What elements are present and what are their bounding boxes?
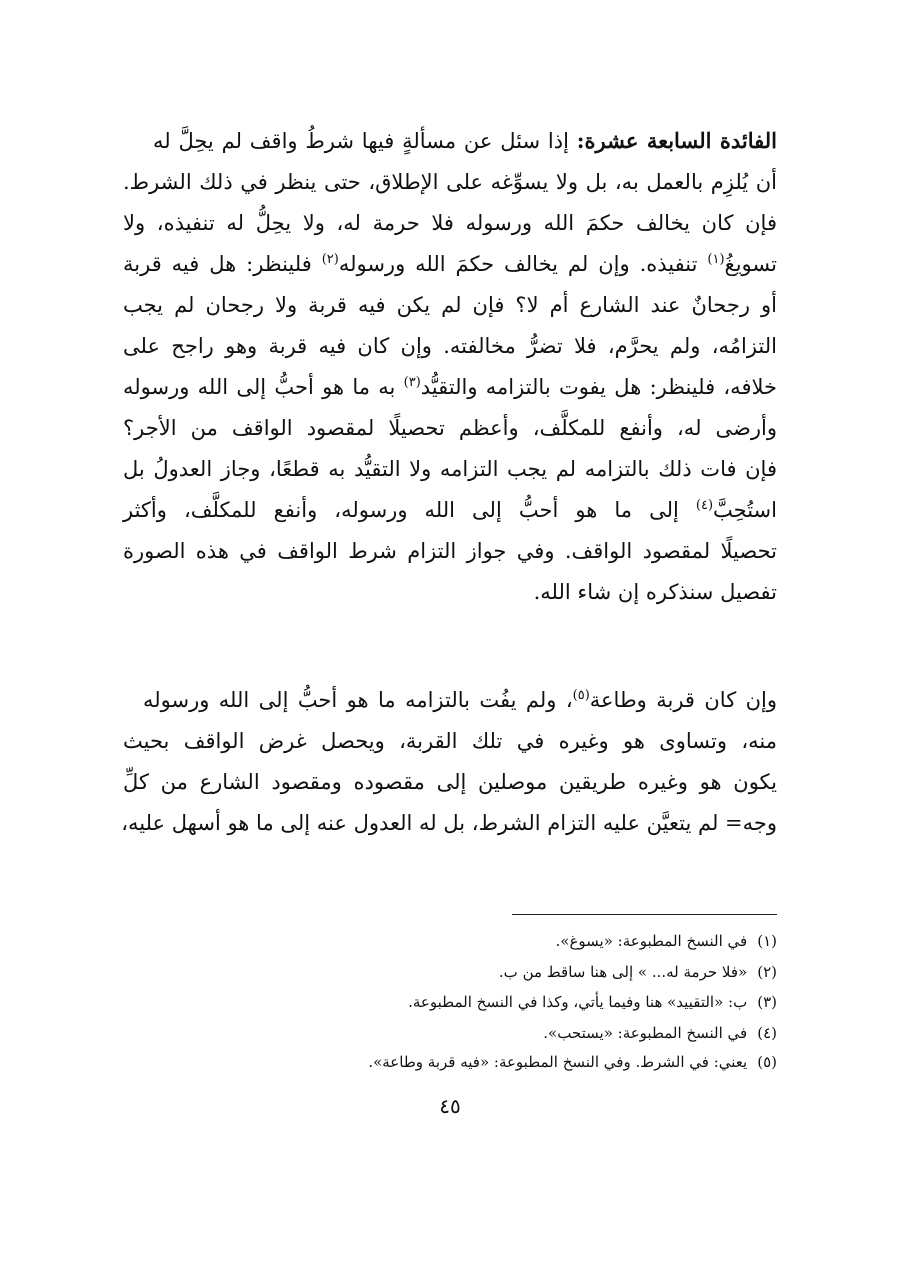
text-segment: منه، وتساوى هو وغيره في تلك القربة، ويحصل غرض الواقف بحيث: [123, 729, 777, 753]
footnote-number: (١): [757, 932, 777, 950]
text-line: [123, 454, 777, 484]
page-number: ٤٥: [439, 1094, 461, 1118]
text-segment: خلافه، فلينظر: هل يفوت بالتزامه والتقيُّد: [420, 375, 777, 399]
text-segment: التزامُه، ولم يحرَّم، فلا تضرُّ مخالفته. وإن كان فيه قربة وهو راجح على: [123, 334, 777, 358]
section-heading: الفائدة السابعة عشرة:: [576, 128, 778, 153]
text-line: [123, 413, 777, 443]
footnote-text: في النسخ المطبوعة: «يسوغ».: [555, 932, 748, 950]
footnote-number: (٥): [757, 1053, 777, 1071]
footnote-marker[interactable]: (٤): [695, 498, 714, 513]
footnote-text: ب: «التقييد» هنا وفيما يأتي، وكذا في النسخ المطبوعة.: [408, 993, 748, 1011]
text-segment: وأرضى له، وأنفع للمكلَّف، وأعظم تحصيلًا لمقصود الواقف من الأجر؟: [123, 416, 777, 440]
text-segment: تفصيل سنذكره إن شاء الله.: [533, 580, 777, 604]
text-segment: فلينظر: هل فيه قربة: [123, 252, 322, 276]
footnote-marker[interactable]: (١): [707, 252, 725, 267]
text-line: [123, 208, 777, 238]
text-segment: إلى ما هو أحبُّ إلى الله ورسوله، وأنفع للمكلَّف، وأكثر: [123, 498, 696, 522]
text-segment: تحصيلًا لمقصود الواقف. وفي جواز التزام شرط الواقف في هذه الصورة: [123, 539, 777, 563]
text-line: [123, 331, 777, 361]
text-line: [123, 167, 777, 197]
footnote-text: يعني: في الشرط. وفي النسخ المطبوعة: «فيه قربة وطاعة».: [368, 1053, 748, 1071]
text-line: [123, 495, 777, 525]
text-line: [123, 808, 777, 838]
text-segment: فإن فات ذلك بالتزامه لم يجب التزامه ولا التقيُّد به قطعًا، وجاز العدولُ بل: [123, 457, 777, 481]
footnote-marker[interactable]: (٢): [321, 252, 339, 267]
text-line: [143, 685, 777, 715]
footnote: [499, 961, 777, 983]
footnote: [556, 930, 778, 952]
text-line: [123, 290, 777, 320]
footnote-number: (٣): [757, 993, 777, 1011]
text-line: [123, 767, 777, 797]
footnote-number: (٤): [757, 1024, 777, 1042]
text-segment: تنفيذه. وإن لم يخالف حكمَ الله ورسوله: [338, 252, 708, 276]
text-line: [123, 726, 777, 756]
text-segment: ، ولم يفُت بالتزامه ما هو أحبُّ إلى الله ورسوله: [143, 688, 573, 712]
text-line: [123, 372, 777, 402]
text-line: [123, 536, 777, 566]
text-segment: أن يُلزِم بالعمل به، بل ولا يسوِّغه على الإطلاق، حتى ينظر في ذلك الشرط.: [123, 170, 777, 194]
text-line: [123, 249, 777, 279]
footnote-number: (٢): [757, 963, 777, 981]
footnote-text: في النسخ المطبوعة: «يستحب».: [543, 1024, 748, 1042]
text-segment: وجه= لم يتعيَّن عليه التزام الشرط، بل له العدول عنه إلى ما هو أسهل عليه،: [121, 811, 777, 835]
text-segment: إذا سئل عن مسألةٍ فيها شرطُ واقف لم يحِلَّ له: [153, 129, 577, 153]
text-segment: وإن كان قربة وطاعة: [589, 688, 778, 712]
footnote-text: «فلا حرمة له... » إلى هنا ساقط من ب.: [498, 963, 748, 981]
footnote-marker[interactable]: (٥): [572, 688, 590, 703]
text-line: [123, 577, 777, 607]
text-segment: استُحِبَّ: [713, 498, 777, 522]
footnote: [368, 1051, 777, 1073]
footnote-divider: [512, 914, 777, 915]
footnote: [408, 991, 777, 1013]
text-segment: فإن كان يخالف حكمَ الله ورسوله فلا حرمة له، ولا يحِلُّ له تنفيذه، ولا: [123, 211, 777, 235]
footnote-marker[interactable]: (٣): [403, 375, 421, 390]
text-segment: أو رجحانٌ عند الشارع أم لا؟ فإن لم يكن فيه قربة ولا رجحان لم يجب: [123, 293, 777, 317]
text-segment: تسويغُ: [724, 252, 777, 276]
text-segment: به ما هو أحبُّ إلى الله ورسوله: [123, 375, 404, 399]
text-segment: يكون هو وغيره طريقين موصلين إلى مقصوده ومقصود الشارع من كلِّ: [123, 770, 777, 794]
footnote: [543, 1022, 777, 1044]
text-line: [153, 126, 777, 156]
